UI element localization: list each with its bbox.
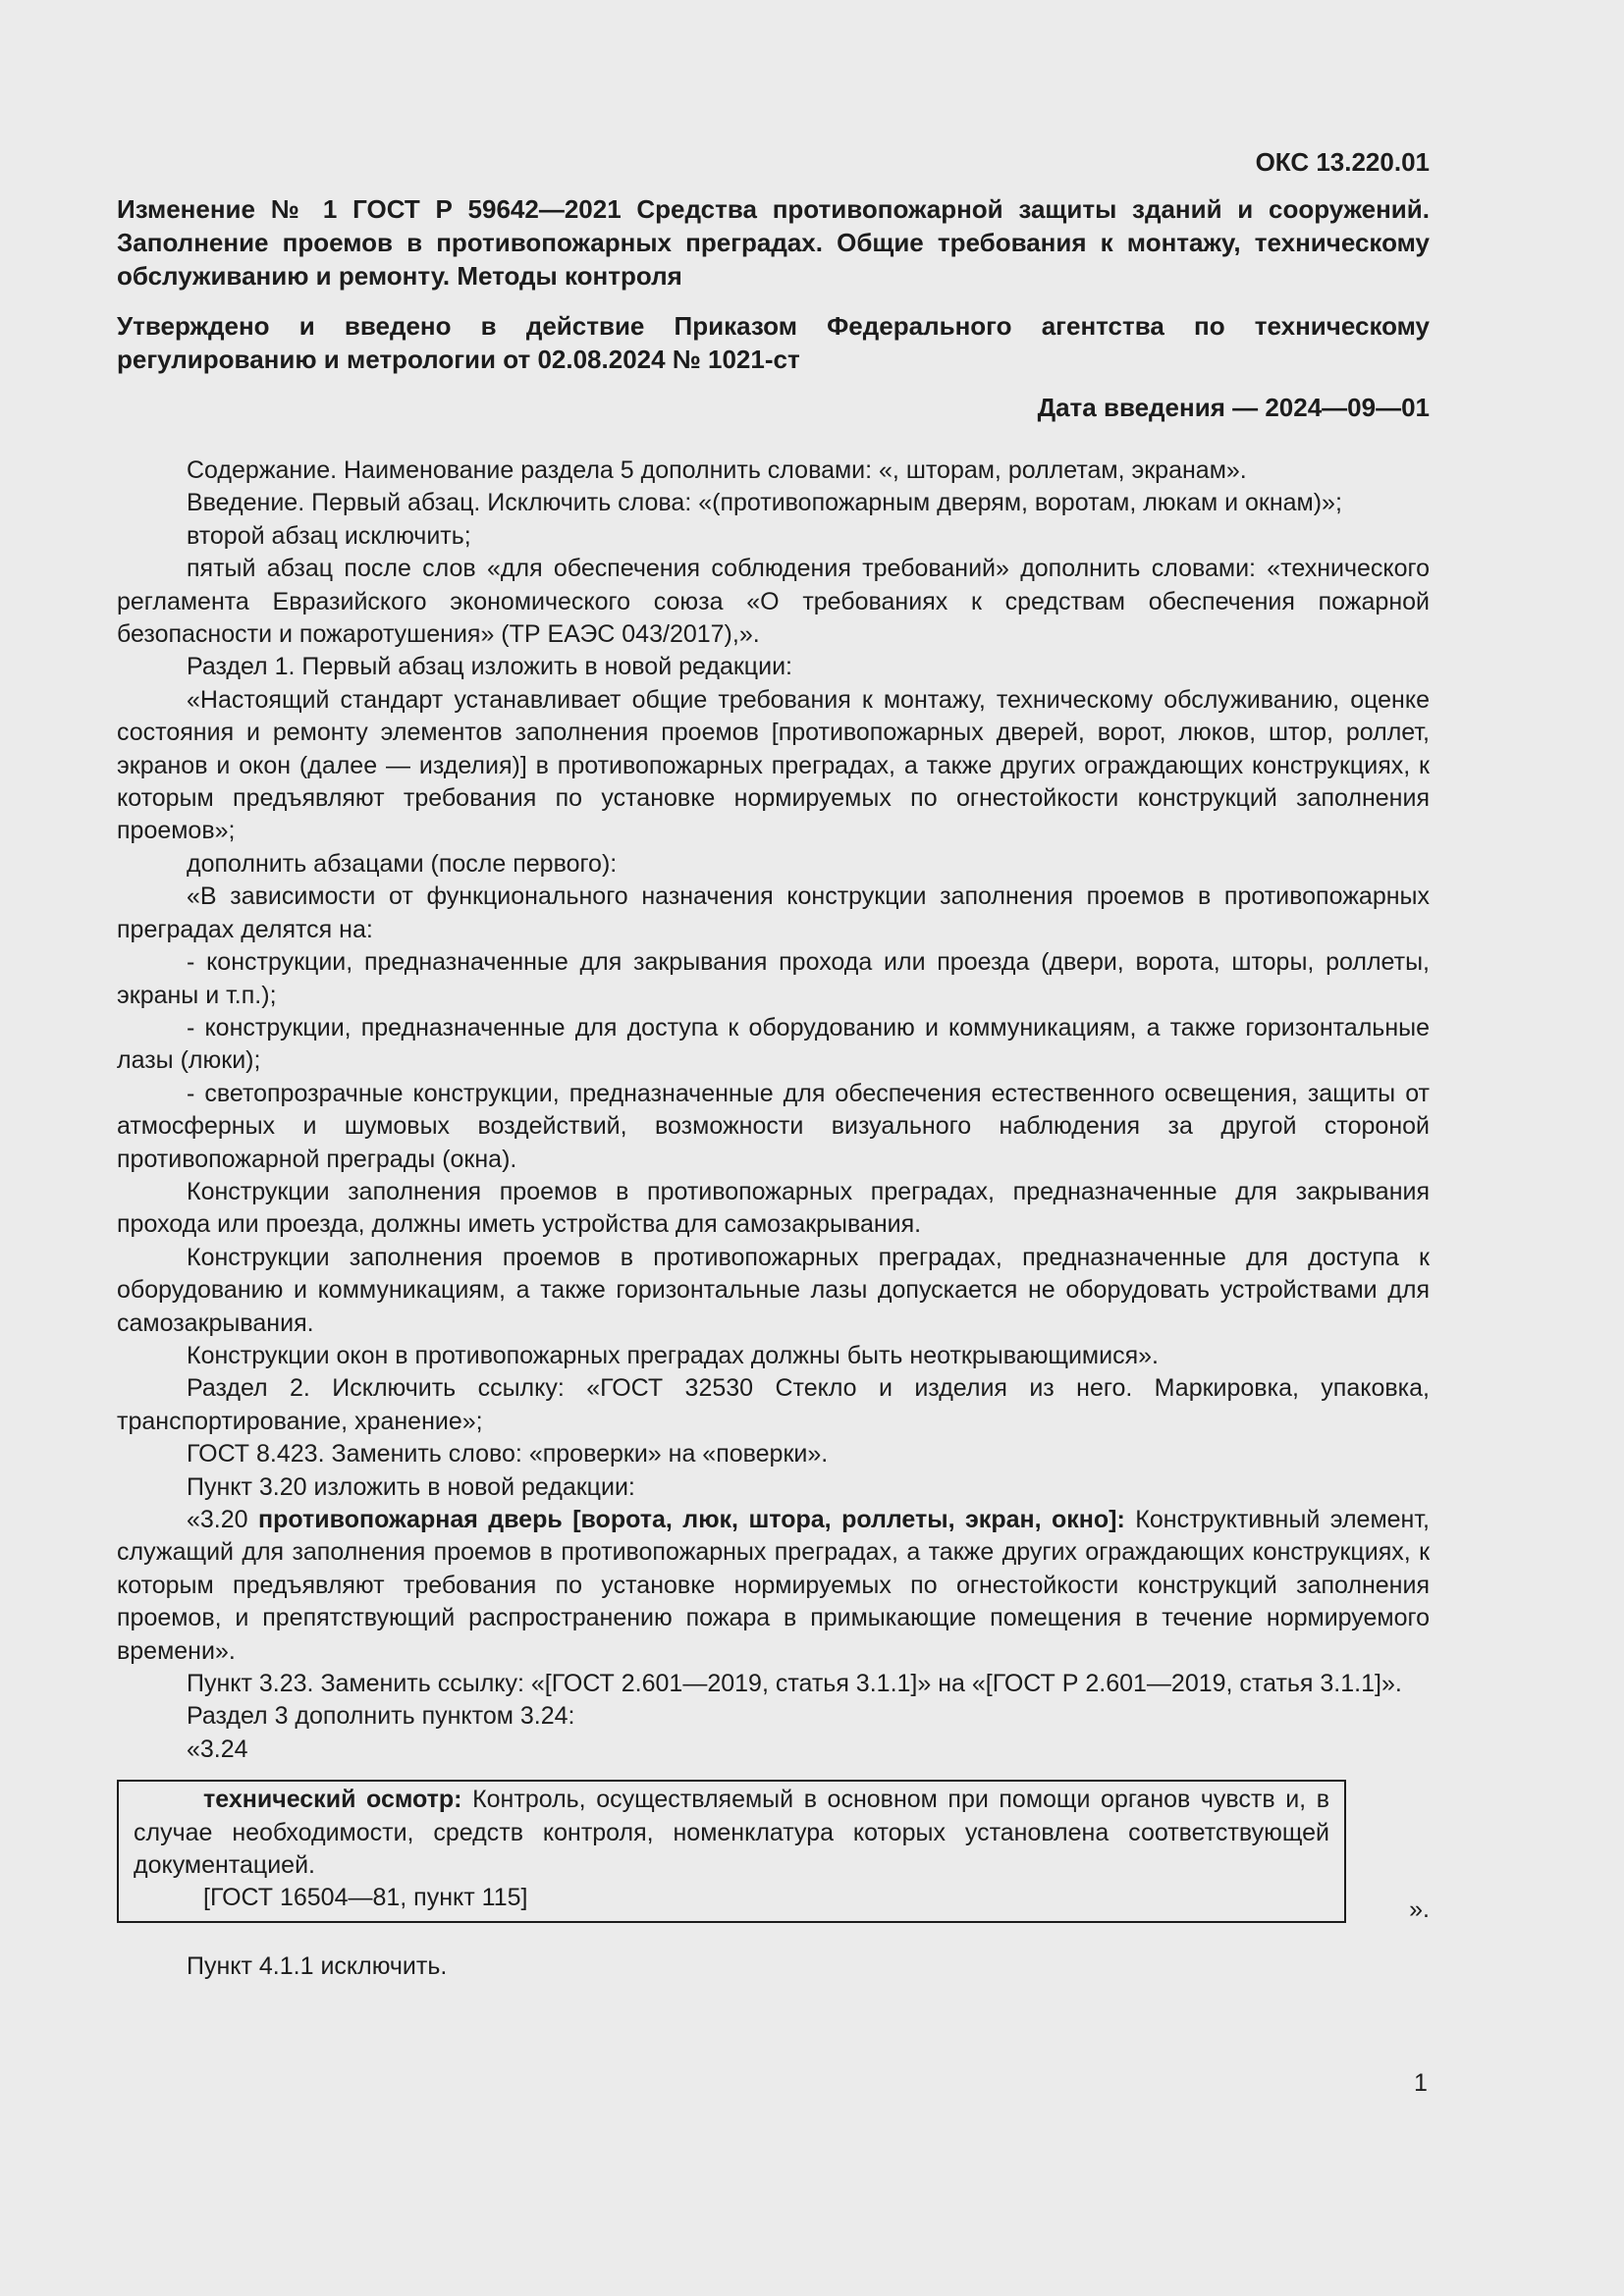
definition-text: Конструктивный элемент, служащий для заполнения проемов в противопожарных преградах, а также других ограждающих конструкциях, к которым предъявляют требования по установке нормируемых по огнестойкости конструкций заполнения проемов, и препятствующий распространению пожара в примыкающие помещения в течение нормируемого времени». xyxy=(117,1506,1430,1665)
paragraph: Введение. Первый абзац. Исключить слова: «(противопожарным дверям, воротам, люкам и окнам)»; xyxy=(187,489,1342,517)
list-item: - конструкции, предназначенные для закрывания прохода или проезда (двери, ворота, шторы, роллеты, экраны и т.п.); xyxy=(117,948,1430,1009)
box-text: Контроль, осуществляемый в основном при помощи органов чувств и, в случае необходимости, средств контроля, номенклатура которых установлена соответствующей документацией. xyxy=(134,1786,1329,1880)
box-closing-quote: ». xyxy=(1409,1896,1430,1924)
paragraph: дополнить абзацами (после первого): xyxy=(187,849,618,878)
document-title: Изменение № 1 ГОСТ Р 59642—2021 Средства противопожарной защиты зданий и сооружений. Заполнение проемов в противопожарных преградах. Общие требования к монтажу, техническому обслуживанию и ремонту. Методы контроля xyxy=(117,194,1430,291)
paragraph: Содержание. Наименование раздела 5 дополнить словами: «, шторам, роллетам, экранам». xyxy=(187,456,1247,484)
definition-box-row xyxy=(117,1780,1430,1923)
paragraph: «В зависимости от функционального назначения конструкции заполнения проемов в противопожарных преградах делятся на: xyxy=(117,882,1430,943)
paragraph: Конструкции окон в противопожарных преградах должны быть неоткрывающимися». xyxy=(187,1341,1159,1369)
paragraph: Раздел 2. Исключить ссылку: «ГОСТ 32530 Стекло и изделия из него. Маркировка, упаковка, транспортирование, хранение»; xyxy=(117,1374,1430,1435)
paragraph: второй абзац исключить; xyxy=(187,521,471,550)
box-term: технический осмотр: xyxy=(203,1786,462,1814)
page-number: 1 xyxy=(1414,2069,1428,2097)
box-reference: [ГОСТ 16504—81, пункт 115] xyxy=(203,1884,528,1912)
definition-term: противопожарная дверь [ворота, люк, штора, роллеты, экран, окно]: xyxy=(258,1506,1125,1533)
box-definition xyxy=(134,1784,1329,1882)
document-page xyxy=(117,145,1430,1983)
paragraph: Пункт 4.1.1 исключить. xyxy=(187,1951,448,1980)
list-item: - конструкции, предназначенные для доступа к оборудованию и коммуникациям, а также горизонтальные лазы (люки); xyxy=(117,1013,1430,1075)
paragraph: ГОСТ 8.423. Заменить слово: «проверки» на «поверки». xyxy=(187,1440,829,1468)
paragraph: «3.24 xyxy=(187,1735,248,1763)
paragraph: Раздел 3 дополнить пунктом 3.24: xyxy=(187,1702,575,1731)
oks-code: ОКС 13.220.01 xyxy=(1255,147,1430,177)
list-item: - светопрозрачные конструкции, предназначенные для обеспечения естественного освещения, защиты от атмосферных и шумовых воздействий, возможности визуального наблюдения за другой стороной противопожарной преграды (окна). xyxy=(117,1079,1430,1173)
paragraph: Раздел 1. Первый абзац изложить в новой редакции: xyxy=(187,653,792,681)
definition-paragraph xyxy=(117,1504,1430,1668)
paragraph: Пункт 3.23. Заменить ссылку: «[ГОСТ 2.601—2019, статья 3.1.1]» на «[ГОСТ Р 2.601—2019, статья 3.1.1]». xyxy=(187,1670,1402,1698)
introduction-date: Дата введения — 2024—09—01 xyxy=(1037,393,1430,422)
definition-number: «3.20 xyxy=(187,1506,259,1533)
paragraph: «Настоящий стандарт устанавливает общие требования к монтажу, техническому обслуживанию, оценке состояния и ремонту элементов заполнения проемов [противопожарных дверей, ворот, люков, штор, роллет, экранов и окон (далее — изделия)] в противопожарных преградах, а также других ограждающих конструкциях, к которым предъявляют требования по установке нормируемых по огнестойкости конструкций заполнения проемов»; xyxy=(117,685,1430,845)
paragraph: Конструкции заполнения проемов в противопожарных преградах, предназначенные для закрывания прохода или проезда, должны иметь устройства для самозакрывания. xyxy=(117,1177,1430,1239)
approval-statement: Утверждено и введено в действие Приказом Федерального агентства по техническому регулированию и метрологии от 02.08.2024 № 1021-ст xyxy=(117,311,1430,374)
paragraph: Конструкции заполнения проемов в противопожарных преградах, предназначенные для доступа к оборудованию и коммуникациям, а также горизонтальные лазы допускается не оборудовать устройствами для самозакрывания. xyxy=(117,1243,1430,1337)
paragraph: пятый абзац после слов «для обеспечения соблюдения требований» дополнить словами: «технического регламента Евразийского экономического союза «О требованиях к средствам обеспечения пожарной безопасности и пожаротушения» (ТР ЕАЭС 043/2017),». xyxy=(117,555,1430,649)
paragraph: Пункт 3.20 изложить в новой редакции: xyxy=(187,1472,635,1501)
definition-box xyxy=(117,1780,1346,1923)
